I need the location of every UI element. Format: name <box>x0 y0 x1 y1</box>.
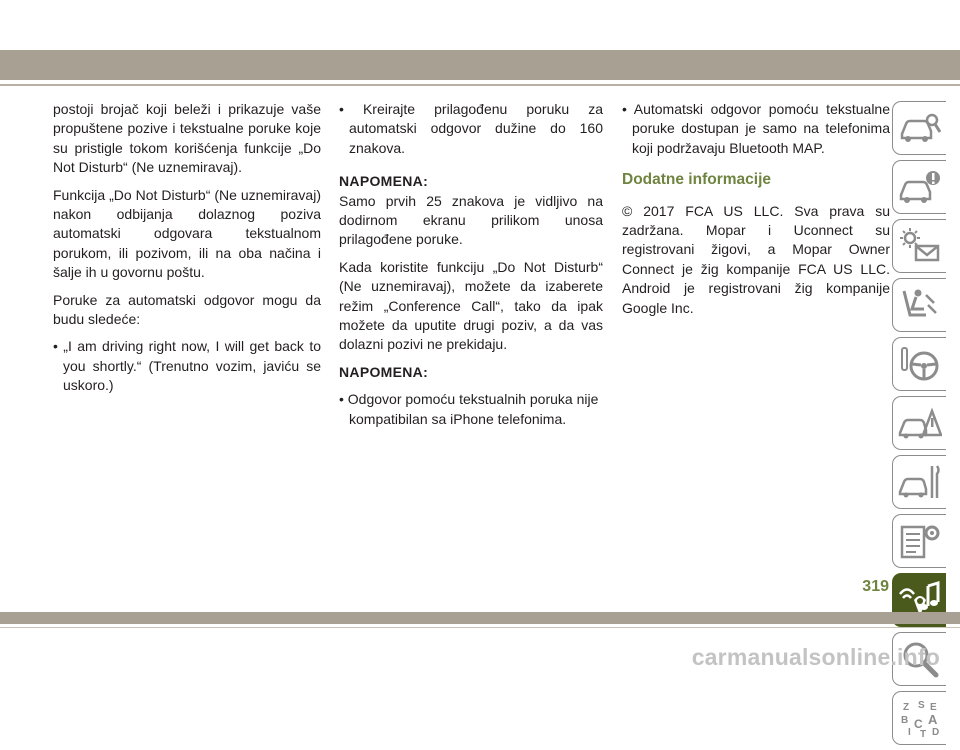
tab-servicing[interactable] <box>892 455 946 509</box>
bullet-item: • „I am driving right now, I will get back to you shortly.“ (Trenutno vozim, javiću se uskoro.) <box>53 338 321 394</box>
car-service-icon <box>898 462 942 502</box>
paragraph: Funkcija „Do Not Disturb“ (Ne uznemiravaj) nakon odbijanja dolaznog poziva automatski odgovara tekstualnom porukom, ili pozivom, ili na oba načina i šalje ih u govornu poštu. <box>53 186 321 281</box>
tab-vehicle-info[interactable] <box>892 160 946 214</box>
note-text: Samo prvih 25 znakova je vidljivo na dodirnom ekranu prilikom unosa prilagođene poruke. <box>339 192 603 248</box>
header-rule <box>0 84 960 86</box>
tab-index[interactable] <box>892 691 946 745</box>
car-key-icon <box>898 108 942 148</box>
paragraph: Kada koristite funkciju „Do Not Disturb“ (Ne uznemiravaj), možete da izaberete režim „Conference Call“, tako da ipak možete da uputite drugi poziv, a da vas dolazni pozivi ne prekidaju. <box>339 258 603 353</box>
header-band <box>0 50 960 80</box>
note-label: NAPOMENA: <box>339 173 429 190</box>
index-letter: Z <box>902 702 909 713</box>
tab-emergency[interactable] <box>892 396 946 450</box>
note-label: NAPOMENA: <box>339 363 429 380</box>
section-heading: Dodatne informacije <box>622 171 771 189</box>
car-info-icon <box>898 167 942 207</box>
warning-light-message-icon <box>898 226 942 266</box>
tab-instrument-panel[interactable] <box>892 219 946 273</box>
bullet-item: • Automatski odgovor pomoću tekstualne poruke dostupan je samo na telefonima koji podržavaju Bluetooth MAP. <box>622 101 890 156</box>
page-number: 319 <box>862 578 889 595</box>
index-letter: S <box>917 700 925 711</box>
specifications-gear-icon <box>898 521 942 561</box>
bullet-item: • Kreirajte prilagođenu poruku za automatski odgovor dužine do 160 znakova. <box>339 101 603 156</box>
seat-airbag-icon <box>898 285 942 325</box>
tab-safety[interactable] <box>892 278 946 332</box>
bullet-item: • Odgovor pomoću tekstualnih poruka nije kompatibilan sa iPhone telefonima. <box>339 391 599 427</box>
index-letter: D <box>931 727 939 738</box>
paragraph: © 2017 FCA US LLC. Sva prava su zadržana. Mopar i Uconnect su registrovani žigovi, a Mopar Owner Connect je žig kompanije FCA US LLC. Android je registrovani žig kompanije Google Inc. <box>622 202 890 316</box>
footer-rule <box>0 627 960 628</box>
paragraph: postoji brojač koji beleži i prikazuje vaše propuštene pozive i tekstualne poruke koje su pristigle tokom korišćenja funkcije „Do Not Disturb“ (Ne uznemiravaj). <box>53 101 321 176</box>
tab-starting-operating[interactable] <box>892 337 946 391</box>
index-letter: C <box>913 717 923 731</box>
text-column-2 <box>339 100 603 437</box>
steering-wheel-icon <box>898 344 942 384</box>
index-letter: I <box>907 727 911 738</box>
text-column-3 <box>622 100 890 326</box>
index-letter: A <box>927 712 937 727</box>
index-letter: B <box>900 715 908 726</box>
index-letters-icon <box>898 698 942 738</box>
footer-band <box>0 612 960 624</box>
tab-getting-to-know[interactable] <box>892 101 946 155</box>
text-column-1 <box>53 100 321 404</box>
tab-specifications[interactable] <box>892 514 946 568</box>
roadside-warning-icon <box>898 403 942 443</box>
index-letter: E <box>929 702 937 713</box>
watermark: carmanualsonline.info <box>691 644 940 670</box>
paragraph: Poruke za automatski odgovor mogu da budu sledeće: <box>53 291 321 328</box>
index-letter: T <box>919 729 926 738</box>
